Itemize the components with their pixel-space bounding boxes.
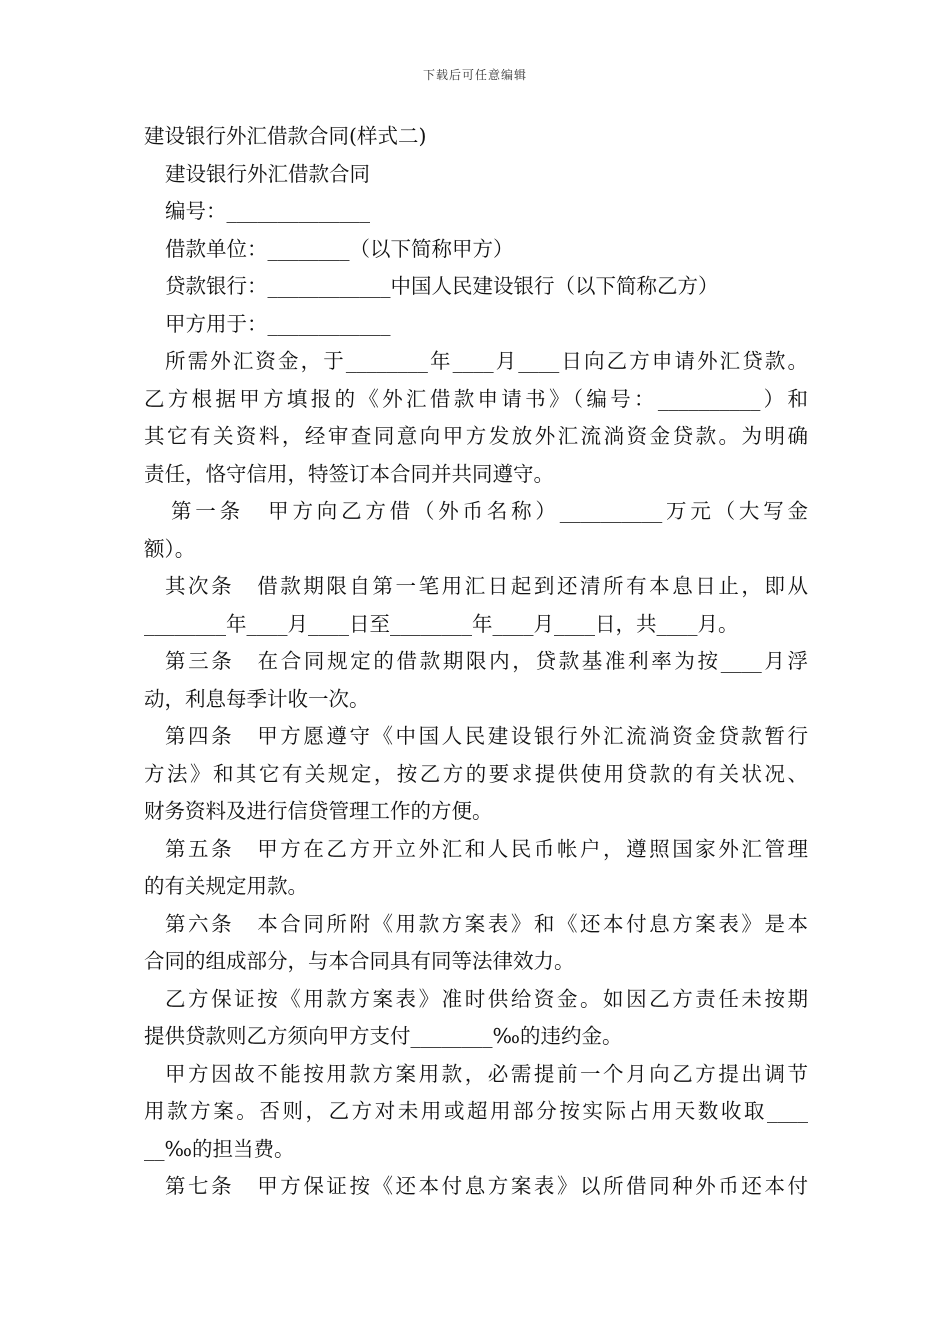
article-1-line: 第一条 甲方向乙方借（外币名称）__________万元（大写金	[171, 499, 808, 523]
article-3-line: 第三条 在合同规定的借款期限内，贷款基准利率为按____月浮	[165, 649, 808, 673]
article-5-line: 第五条 甲方在乙方开立外汇和人民币帐户，遵照国家外汇管理	[165, 836, 808, 861]
lender-line: 贷款银行：____________中国人民建设银行（以下简称乙方）	[165, 274, 719, 298]
article-4-line: 财务资料及进行信贷管理工作的方便。	[144, 799, 493, 823]
article-6-line: 提供贷款则乙方须向甲方支付________‰的违约金。	[144, 1024, 623, 1048]
article-6-line: 乙方保证按《用款方案表》准时供给资金。如因乙方责任未按期	[165, 986, 808, 1011]
contract-subtitle: 建设银行外汇借款合同	[165, 161, 370, 186]
article-2-line: 其次条 借款期限自第一笔用汇日起到还清所有本息日止，即从	[165, 574, 808, 598]
paragraph-line: 责任，恪守信用，特签订本合同并共同遵守。	[144, 461, 554, 486]
contract-number-line: 编号：______________	[165, 199, 370, 223]
article-6-line: 合同的组成部分，与本合同具有同等法律效力。	[144, 949, 575, 973]
article-6-line: 第六条 本合同所附《用款方案表》和《还本付息方案表》是本	[165, 911, 808, 936]
document-body	[144, 118, 808, 1206]
article-1-line: 额）。	[144, 536, 196, 561]
paragraph-line: 乙方根据甲方填报的《外汇借款申请书》（编号：__________）和	[144, 386, 808, 411]
page-header-note: 下载后可任意编辑	[422, 68, 527, 82]
document-title: 建设银行外汇借款合同(样式二)	[144, 124, 427, 148]
article-3-line: 动，利息每季计收一次。	[144, 686, 370, 711]
article-6-line: __‰的担当费。	[144, 1136, 295, 1161]
article-5-line: 的有关规定用款。	[144, 874, 308, 898]
borrower-line: 借款单位：________（以下简称甲方）	[165, 236, 514, 261]
article-4-line: 方法》和其它有关规定，按乙方的要求提供使用贷款的有关状况、	[144, 761, 808, 786]
article-2-line: ________年____月____日至________年____月____日，共____月。	[144, 611, 739, 636]
article-4-line: 第四条 甲方愿遵守《中国人民建设银行外汇流淌资金贷款暂行	[165, 724, 808, 748]
purpose-line: 甲方用于：____________	[165, 311, 391, 336]
article-6-line: 用款方案。否则，乙方对未用或超用部分按实际占用天数收取____	[144, 1099, 808, 1123]
article-6-line: 甲方因故不能按用款方案用款，必需提前一个月向乙方提出调节	[165, 1061, 808, 1086]
article-7-line: 第七条 甲方保证按《还本付息方案表》以所借同种外币还本付	[165, 1174, 808, 1198]
paragraph-line: 其它有关资料，经审查同意向甲方发放外汇流淌资金贷款。为明确	[144, 424, 808, 448]
paragraph-line: 所需外汇资金，于________年____月____日向乙方申请外汇贷款。	[165, 349, 808, 373]
